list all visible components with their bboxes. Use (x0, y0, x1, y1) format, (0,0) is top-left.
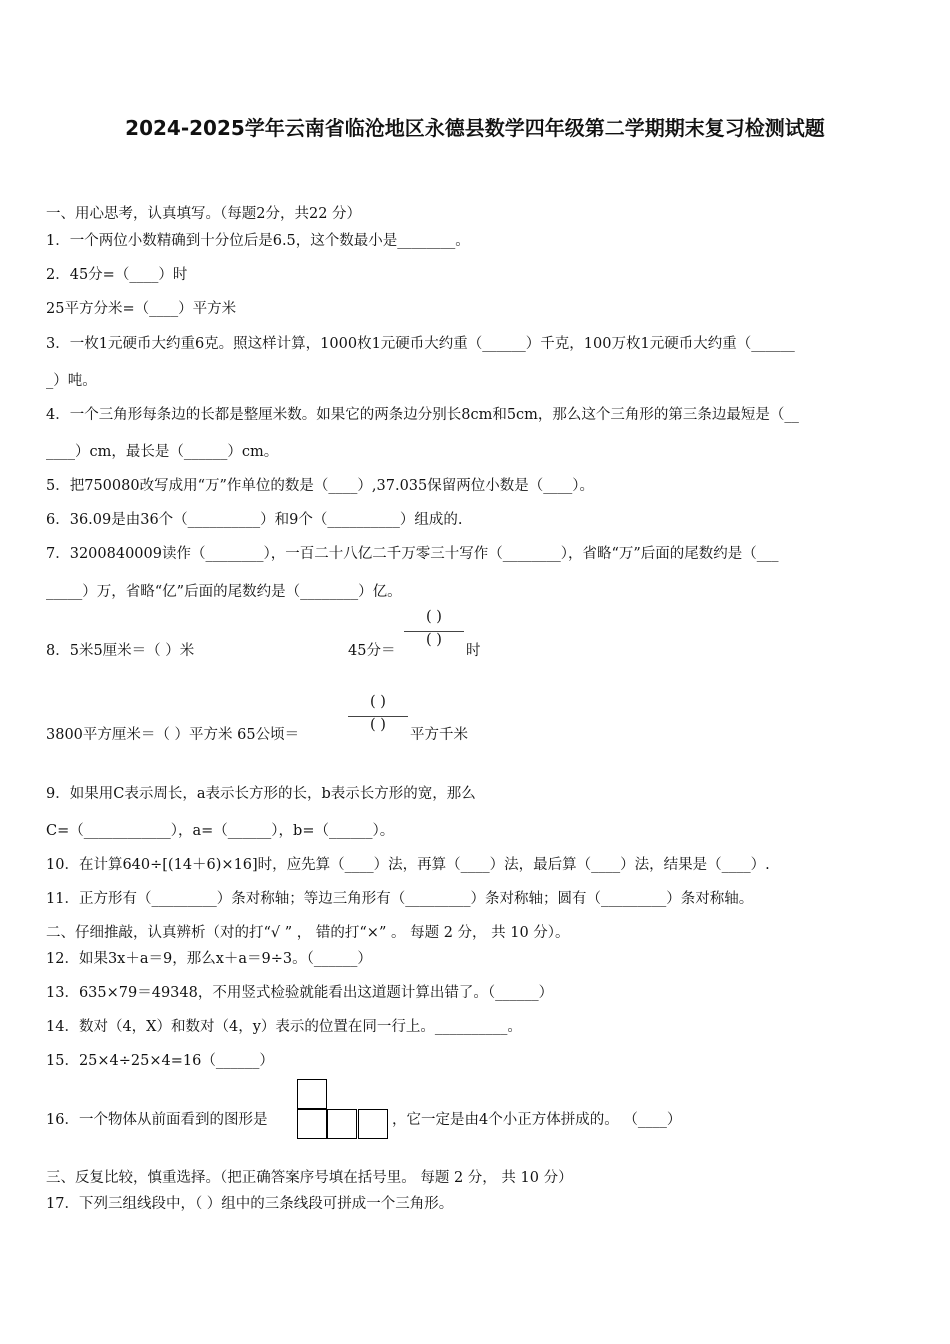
fraction-1-numerator: ( ) (426, 609, 442, 625)
question-8a-left: 8．5米5厘米＝（ ）米 (46, 643, 195, 659)
question-15: 15．25×4÷25×4=16（______） (46, 1053, 274, 1069)
question-3a: 3．一枚1元硬币大约重6克。照这样计算，1000枚1元硬币大约重（______）千克，100万枚1元硬币大约重（______ (46, 336, 795, 352)
question-8b-left: 3800平方厘米＝（ ）平方米 65公顷＝ (46, 727, 300, 743)
figure-cell-bottom-3 (358, 1109, 388, 1139)
figure-cell-bottom-1 (297, 1109, 327, 1139)
figure-cell-top (297, 1079, 327, 1109)
fraction-1 (404, 609, 464, 654)
question-8a-right-prefix: 45分＝ (348, 643, 396, 659)
question-14: 14．数对（4，X）和数对（4，y）表示的位置在同一行上。__________。 (46, 1019, 522, 1035)
page-title: 2024-2025学年云南省临沧地区永德县数学四年级第二学期期末复习检测试题 (125, 116, 825, 140)
question-11: 11．正方形有（_________）条对称轴；等边三角形有（_________）条对称轴；圆有（_________）条对称轴。 (46, 891, 754, 907)
question-13: 13．635×79＝49348，不用竖式检验就能看出这道题计算出错了。（______） (46, 985, 554, 1001)
question-5: 5．把750080改写成用“万”作单位的数是（____）,37.035保留两位小数是（____）。 (46, 478, 594, 494)
section-3-heading: 三、反复比较，慎重选择。（把正确答案序号填在括号里。 每题 2 分， 共 10 分） (46, 1170, 573, 1186)
question-9a: 9．如果用C表示周长，a表示长方形的长，b表示长方形的宽，那么 (46, 786, 476, 802)
question-6: 6．36.09是由36个（__________）和9个（__________）组成的. (46, 512, 463, 528)
question-16-prefix: 16．一个物体从前面看到的图形是 (46, 1112, 268, 1128)
fraction-2 (348, 694, 408, 739)
question-10: 10．在计算640÷[(14＋6)×16]时，应先算（____）法，再算（____）法，最后算（____）法，结果是（____）. (46, 857, 770, 873)
question-3b: _）吨。 (46, 373, 97, 389)
question-17: 17．下列三组线段中，（ ）组中的三条线段可拼成一个三角形。 (46, 1196, 454, 1212)
question-7a: 7．3200840009读作（________），一百二十八亿二千万零三十写作（________），省略“万”后面的尾数约是（___ (46, 546, 779, 562)
section-1-heading: 一、用心思考，认真填写。（每题2分，共22 分） (46, 206, 362, 222)
front-view-figure (297, 1079, 389, 1140)
question-2b: 25平方分米=（____）平方米 (46, 301, 237, 317)
section-2-heading: 二、仔细推敲，认真辨析（对的打“√ ” ， 错的打“×” 。 每题 2 分， 共 10 分）。 (46, 925, 570, 941)
question-8b-suffix: 平方千米 (410, 727, 468, 743)
figure-cell-bottom-2 (327, 1109, 357, 1139)
question-4a: 4．一个三角形每条边的长都是整厘米数。如果它的两条边分别长8cm和5cm，那么这个三角形的第三条边最短是（__ (46, 407, 799, 423)
question-8a-right-suffix: 时 (466, 643, 481, 659)
question-12: 12．如果3x＋a＝9，那么x＋a＝9÷3。（______） (46, 951, 372, 967)
fraction-2-numerator: ( ) (370, 694, 386, 710)
question-16-suffix: ，它一定是由4个小正方体拼成的。 （____） (392, 1112, 682, 1128)
question-4b: ____）cm，最长是（______）cm。 (46, 444, 279, 460)
fraction-2-denominator: ( ) (370, 717, 386, 733)
question-9b: C=（____________），a=（______），b=（______）。 (46, 823, 395, 839)
question-1: 1．一个两位小数精确到十分位后是6.5，这个数最小是________。 (46, 233, 470, 249)
question-7b: _____）万，省略“亿”后面的尾数约是（________）亿。 (46, 584, 402, 600)
question-2a: 2．45分=（____）时 (46, 267, 188, 283)
fraction-1-denominator: ( ) (426, 632, 442, 648)
